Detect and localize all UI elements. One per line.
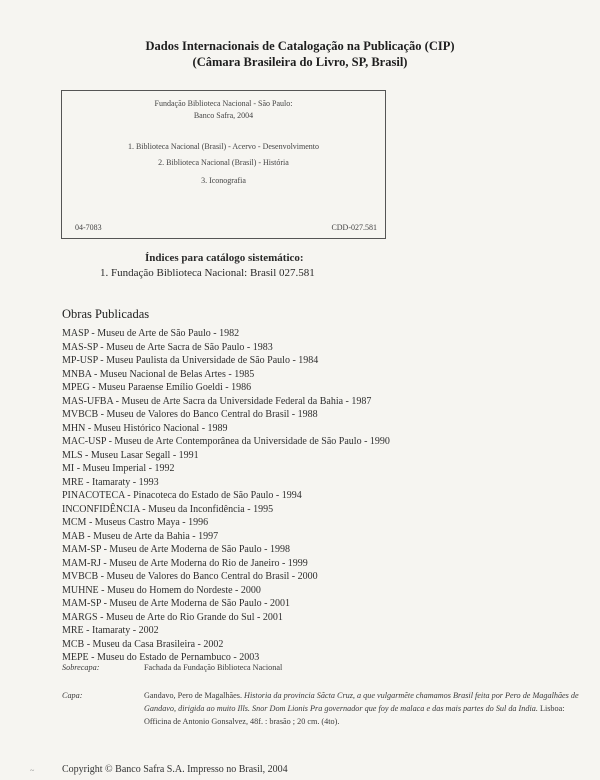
obras-list	[62, 327, 502, 665]
capa-value	[144, 689, 584, 728]
obra-item: MARGS - Museu de Arte do Rio Grande do Sul - 2001	[62, 611, 283, 623]
indices-section	[100, 251, 400, 281]
capa-author: Gandavo, Pero de Magalhães.	[144, 691, 242, 700]
obra-item: MASP - Museu de Arte de São Paulo - 1982	[62, 328, 240, 339]
copyright-line: Copyright © Banco Safra S.A. Impresso no Brasil, 2004	[62, 764, 288, 775]
card-author-line2: Banco Safra, 2004	[193, 111, 254, 120]
indices-title: Índices para catálogo sistemático:	[145, 252, 304, 264]
capa-imprint: Lisboa: Officina de Antonio Gonsalvez, 48f. : brasão ; 20 cm. (4to).	[144, 704, 565, 726]
obra-item: MAM-RJ - Museu de Arte Moderna do Rio de Janeiro - 1999	[62, 557, 308, 569]
obra-item: MRE - Itamaraty - 2002	[62, 625, 159, 636]
card-subject-2: 2. Biblioteca Nacional (Brasil) - História	[158, 158, 289, 167]
corner-mark: ~	[30, 766, 35, 775]
obra-item: MAM-SP - Museu de Arte Moderna de São Paulo - 2001	[62, 598, 290, 609]
capa-label: Capa:	[62, 691, 83, 700]
obra-item: MAM-SP - Museu de Arte Moderna de São Paulo - 1998	[62, 544, 290, 555]
obra-item: MPEG - Museu Paraense Emílio Goeldi - 1986	[62, 382, 252, 393]
obra-item: MVBCB - Museu de Valores do Banco Central do Brasil - 1988	[62, 409, 318, 420]
obra-item: MUHNE - Museu do Homem do Nordeste - 2000	[62, 584, 261, 596]
obra-item: MP-USP - Museu Paulista da Universidade de São Paulo - 1984	[62, 355, 319, 366]
obra-item: MEPE - Museu do Estado de Pernambuco - 2003	[62, 652, 260, 663]
sobrecapa-label: Sobrecapa:	[62, 663, 100, 672]
obra-item: MLS - Museu Lasar Segall - 1991	[62, 449, 199, 461]
cip-header	[0, 38, 600, 70]
capa-title: Historia da provincia Sãcta Cruz, a que vulgarmẽte chamamos Brasil feita por Pero de Magalhães de Gandavo, dirigida ao muito Ills. Snor Dom Lionis Pra governador que foy de malaca e das mais partes do Sul da India.	[144, 691, 579, 713]
obra-item: MI - Museu Imperial - 1992	[62, 463, 175, 474]
card-author-line1: Fundação Biblioteca Nacional - São Paulo:	[154, 99, 293, 108]
obra-item: MVBCB - Museu de Valores do Banco Central do Brasil - 2000	[62, 571, 318, 582]
obra-item: PINACOTECA - Pinacoteca do Estado de São Paulo - 1994	[62, 490, 302, 501]
obra-item: MRE - Itamaraty - 1993	[62, 476, 159, 488]
obra-item: MAB - Museu de Arte da Bahia - 1997	[62, 530, 219, 542]
obras-title: Obras Publicadas	[62, 307, 150, 321]
obra-item: MCB - Museu da Casa Brasileira - 2002	[62, 638, 224, 650]
obra-item: MHN - Museu Histórico Nacional - 1989	[62, 422, 228, 434]
card-control-number: 04-7083	[75, 223, 102, 232]
cip-catalog-card	[61, 90, 386, 239]
obra-item: INCONFIDÊNCIA - Museu da Inconfidência - 1995	[62, 503, 274, 515]
cip-header-line2: (Câmara Brasileira do Livro, SP, Brasil)	[192, 55, 408, 69]
indices-entry: 1. Fundação Biblioteca Nacional: Brasil 027.581	[100, 267, 315, 279]
card-subject-1: 1. Biblioteca Nacional (Brasil) - Acervo - Desenvolvimento	[127, 142, 320, 151]
cip-header-line1: Dados Internacionais de Catalogação na Publicação (CIP)	[145, 39, 455, 53]
obra-item: MCM - Museus Castro Maya - 1996	[62, 517, 209, 528]
obra-item: MAS-SP - Museu de Arte Sacra de São Paulo - 1983	[62, 341, 273, 353]
obra-item: MAS-UFBA - Museu de Arte Sacra da Universidade Federal da Bahia - 1987	[62, 395, 372, 407]
obra-item: MAC-USP - Museu de Arte Contemporânea da Universidade de São Paulo - 1990	[62, 436, 390, 447]
obra-item: MNBA - Museu Nacional de Belas Artes - 1985	[62, 368, 255, 380]
card-cdd: CDD-027.581	[331, 223, 377, 232]
card-subject-3: 3. Iconografia	[201, 176, 246, 185]
sobrecapa-value: Fachada da Fundação Biblioteca Nacional	[144, 663, 283, 672]
